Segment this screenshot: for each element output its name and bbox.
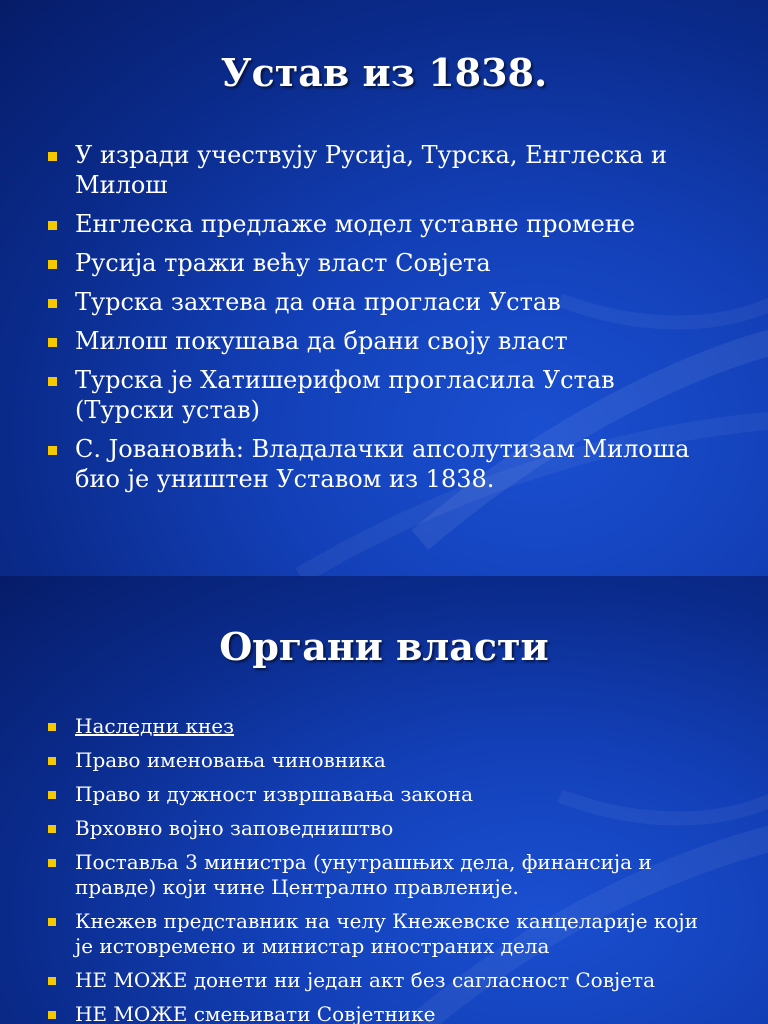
list-item [0, 326, 690, 356]
bullet-text: Врховно војно заповедништво [75, 816, 394, 840]
bullet-list [0, 714, 700, 1024]
square-bullet-icon [48, 377, 57, 386]
list-item [0, 714, 700, 739]
list-item [0, 1002, 700, 1024]
list-item [0, 287, 690, 317]
bullet-text: С. Јовановић: Владалачки апсолутизам Милоша био је уништен Уставом из 1838. [75, 435, 690, 493]
list-item [0, 209, 690, 239]
square-bullet-icon [48, 446, 57, 455]
square-bullet-icon [48, 859, 56, 867]
bullet-text: У изради учествују Русија, Турска, Енглеска и Милош [75, 141, 667, 199]
list-item [0, 850, 700, 900]
bullet-text: Русија тражи већу власт Совјета [75, 249, 491, 277]
square-bullet-icon [48, 260, 57, 269]
bullet-text: Наследни кнез [75, 714, 235, 738]
square-bullet-icon [48, 1011, 56, 1019]
square-bullet-icon [48, 221, 57, 230]
square-bullet-icon [48, 791, 56, 799]
square-bullet-icon [48, 825, 56, 833]
bullet-text: Милош покушава да брани своју власт [75, 327, 568, 355]
bullet-text: Турска захтева да она прогласи Устав [75, 288, 561, 316]
slide-title: Устав из 1838. [220, 50, 548, 95]
list-item [0, 816, 700, 841]
list-item [0, 782, 700, 807]
list-item [0, 434, 690, 494]
square-bullet-icon [48, 757, 56, 765]
bullet-text: Поставља 3 министра (унутрашњих дела, финансија и правде) који чине Централно правленије. [75, 850, 652, 899]
square-bullet-icon [48, 977, 56, 985]
bullet-text: НЕ МОЖЕ смењивати Совјетнике [75, 1002, 436, 1024]
list-item [0, 968, 700, 993]
list-item [0, 140, 690, 200]
bullet-text: Кнежев представник на челу Кнежевске канцеларије који је истовремено и министар иностраних дела [75, 909, 698, 958]
list-item [0, 248, 690, 278]
square-bullet-icon [48, 338, 57, 347]
bullet-list [0, 140, 690, 503]
bullet-text: Турска је Хатишерифом прогласила Устав (Турски устав) [75, 366, 615, 424]
bullet-text: НЕ МОЖЕ донети ни један акт без сагласност Совјета [75, 968, 655, 992]
square-bullet-icon [48, 723, 56, 731]
slide-title: Органи власти [219, 624, 549, 669]
list-item [0, 909, 700, 959]
square-bullet-icon [48, 152, 57, 161]
bullet-text: Енглеска предлаже модел уставне промене [75, 210, 636, 238]
bullet-text: Право и дужност извршавања закона [75, 782, 474, 806]
bullet-text: Право именовања чиновника [75, 748, 386, 772]
square-bullet-icon [48, 918, 56, 926]
square-bullet-icon [48, 299, 57, 308]
list-item [0, 365, 690, 425]
slide-2 [0, 576, 768, 1024]
list-item [0, 748, 700, 773]
